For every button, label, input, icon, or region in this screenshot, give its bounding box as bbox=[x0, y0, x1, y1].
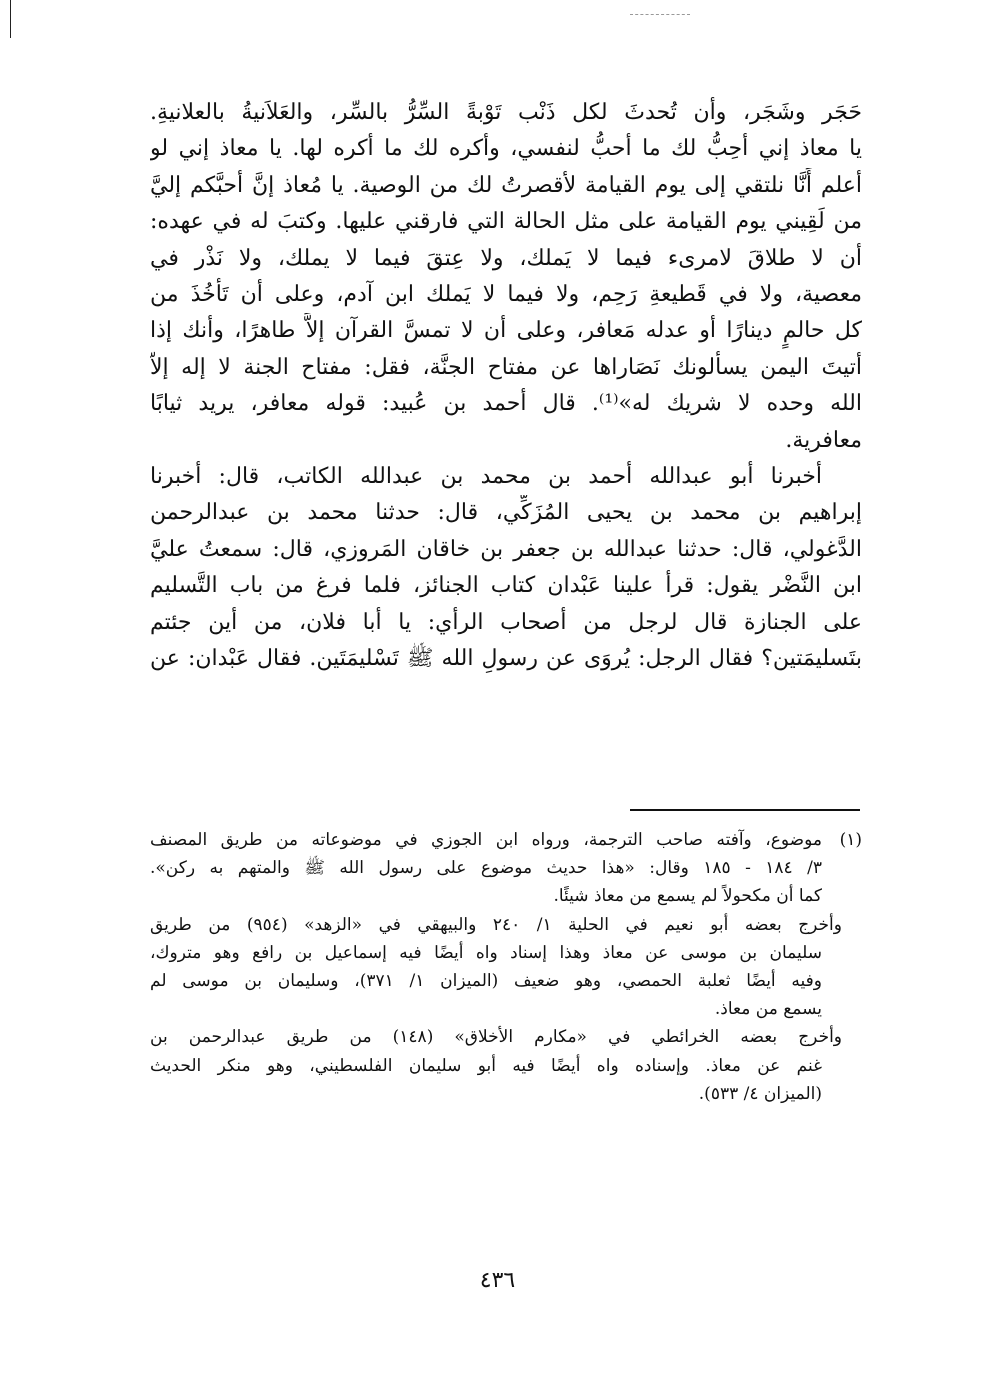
paragraph-line: إبراهيم بن محمد بن يحيى المُزَكِّي، قال: حدثنا محمد بن عبدالرحمن bbox=[150, 500, 862, 526]
footnote-line: ٣/ ١٨٤ - ١٨٥ وقال: «هذا حديث موضوع على رسول الله ﷺ والمتهم به ركن». bbox=[150, 858, 822, 879]
footnote-1 bbox=[150, 826, 862, 854]
footnote-line: وأخرج بعضه الخرائطي في «مكارم الأخلاق» (١٤٨) من طريق عبدالرحمن بن bbox=[150, 1027, 843, 1048]
main-line: الله وحده لا شريك له»⁽¹⁾. قال أحمد بن عُبيد: قوله معافر، يريد ثيابًا bbox=[150, 391, 862, 417]
main-text bbox=[150, 95, 862, 678]
paragraph-line: بتَسليمَتين؟ فقال الرجل: يُروَى عن رسولِ الله ﷺ تَسْليمَتَين. فقال عَبْدان: عن bbox=[150, 646, 862, 672]
main-line: كل حالمٍ دينارًا أو عدله مَعافر، وعلى أن لا تمسَّ القرآن إلاَّ طاهرًا، وأنك إذا bbox=[150, 318, 862, 344]
paragraph-line: أخبرنا أبو عبدالله أحمد بن محمد بن عبدالله الكاتب، قال: أخبرنا bbox=[150, 464, 822, 490]
paragraph-line: ابن النَّضْر يقول: قرأ علينا عَبْدان كتاب الجنائز، فلما فرغ من باب التَّسليم bbox=[150, 573, 862, 599]
main-line: أن لا طلاقَ لامرىء فيما لا يَملك، ولا عِتقَ فيما لا يملك، ولا نَذْر في bbox=[150, 245, 862, 271]
paragraph-line: الدَّغولي، قال: حدثنا عبدالله بن جعفر بن خاقان المَروزي، قال: سمعتُ عليَّ bbox=[150, 536, 862, 562]
footnotes bbox=[150, 826, 862, 1108]
scan-dotted-mark bbox=[630, 14, 690, 15]
page-number: ٤٣٦ bbox=[479, 1268, 516, 1293]
main-line: حَجَر وشَجَر، وأن تُحدثَ لكل ذَنْب تَوْبةً السِّرُّ بالسِّر، والعَلاَنيةُ بالعلانيةِ. bbox=[150, 100, 862, 125]
scan-edge-mark bbox=[10, 0, 11, 38]
footnote-line: وفيه أيضًا ثعلبة الحمصي، وهو ضعيف (الميزان ١/ ٣٧١)، وسليمان بن موسى لم bbox=[150, 971, 822, 992]
main-line: معافرية. bbox=[785, 427, 862, 453]
footnote-line: موضوع، وآفته صاحب الترجمة، ورواه ابن الجوزي في موضوعاته من طريق المصنف bbox=[150, 830, 822, 850]
footnote-line: كما أن مكحولاً لم يسمع من معاذ شيئًا. bbox=[553, 886, 822, 907]
footnote-line: (الميزان ٤/ ٥٣٣). bbox=[698, 1083, 822, 1104]
main-line: أعلم أَنَّا نلتقي إلى يوم القيامة لأقصرتُ لك من الوصية. يا مُعاذ إنَّ أحبَّكم إليَّ bbox=[150, 172, 862, 198]
footnote-separator bbox=[630, 809, 860, 811]
footnote-number: (١) bbox=[839, 830, 862, 850]
main-line: معصية، ولا في قَطيعةِ رَحِم، ولا فيما لا يَملك ابن آدم، وعلى أن تَأْخُذَ من bbox=[150, 282, 862, 308]
paragraph-line: على الجنازة قال لرجل من أصحاب الرأي: يا أبا فلان، من أين جئتم bbox=[150, 609, 862, 635]
main-line: يا معاذ إني أحِبُّ لك ما أحبُّ لنفسي، وأكره لك ما أكره لها. يا معاذ إني لو bbox=[150, 136, 862, 162]
footnote-line: سليمان بن موسى عن معاذ وهذا إسناد واه أيضًا فيه إسماعيل بن رافع وهو متروك، bbox=[150, 942, 822, 963]
footnote-line: يسمع من معاذ. bbox=[714, 999, 822, 1020]
main-line: أتيتَ اليمن يسألونك نَصَاراها عن مفتاح الجنَّة، فقل: مفتاح الجنة لا إله إلاّ bbox=[150, 354, 862, 380]
footnote-line: غنم عن معاذ. وإسناده واه أيضًا فيه أبو سليمان الفلسطيني، وهو منكر الحديث bbox=[150, 1055, 822, 1076]
footnote-line: وأخرج بعضه أبو نعيم في الحلية ١/ ٢٤٠ والبيهقي في «الزهد» (٩٥٤) من طريق bbox=[150, 914, 842, 935]
main-line: من لَقِيني يوم القيامة على مثل الحالة التي فارقني عليها. وكتبَ له في عهده: bbox=[150, 209, 862, 235]
